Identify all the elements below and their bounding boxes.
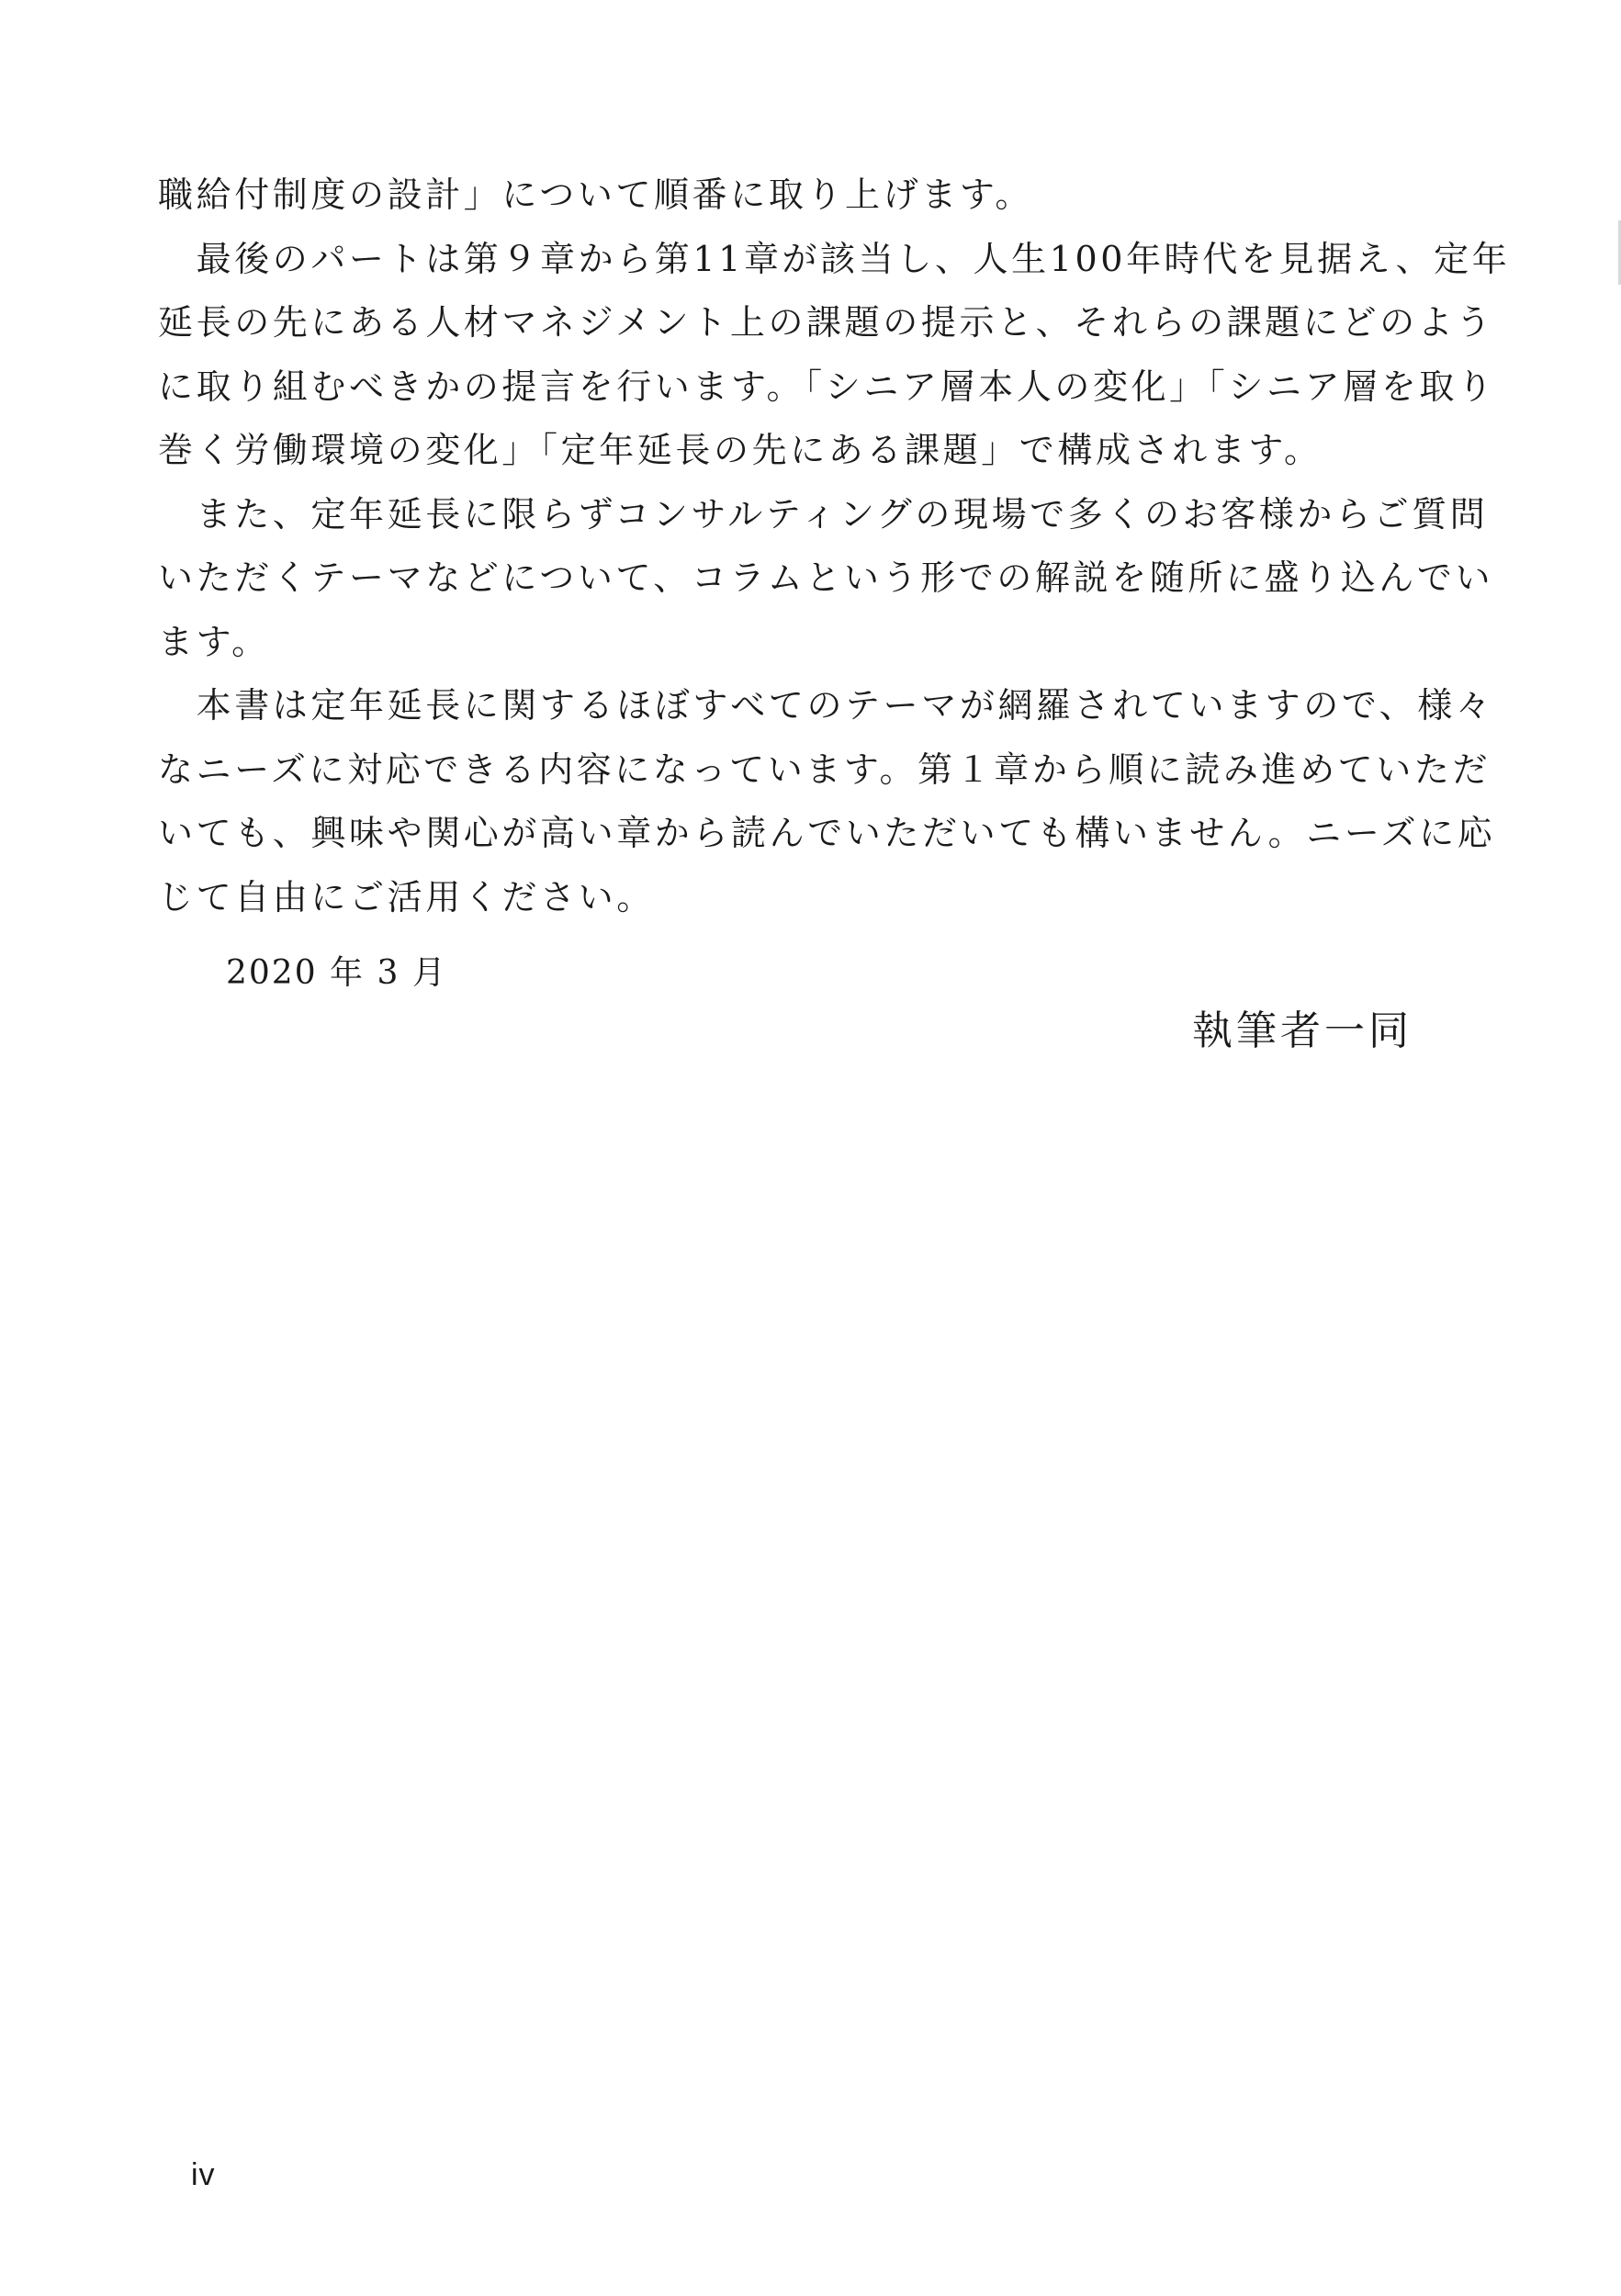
text-line: 職給付制度の設計」について順番に取り上げます。 xyxy=(158,174,1034,215)
signature: 執筆者一同 xyxy=(1192,1007,1413,1054)
body-text xyxy=(158,163,1511,929)
text-line: 巻く労働環境の変化」「定年延長の先にある課題」で構成されます。 xyxy=(158,430,1323,470)
text-line: 本書は定年延長に関するほぼすべてのテーマが網羅されていますので、様々 xyxy=(158,685,1494,726)
text-line: に取り組むべきかの提言を行います。「シニア層本人の変化」「シニア層を取り xyxy=(158,366,1496,407)
text-line: いただくテーマなどについて、コラムという形での解説を随所に盛り込んでい xyxy=(158,557,1494,598)
text-line: じて自由にご活用ください。 xyxy=(158,876,655,917)
text-line: また、定年延長に限らずコンサルティングの現場で多くのお客様からご質問 xyxy=(158,493,1489,535)
text-line: いても、興味や関心が高い章から読んでいただいても構いません。ニーズに応 xyxy=(158,813,1496,853)
date: 2020 年 3 月 xyxy=(226,954,447,992)
page-number: iv xyxy=(191,2157,216,2192)
text-line: 延長の先にある人材マネジメント上の課題の提示と、それらの課題にどのよう xyxy=(158,302,1494,343)
text-line: ます。 xyxy=(158,621,270,662)
text-line: なニーズに対応できる内容になっています。第１章から順に読み進めていただ xyxy=(158,748,1492,790)
text-line: 最後のパートは第９章から第11章が該当し、人生100年時代を見据え、定年 xyxy=(158,238,1511,279)
